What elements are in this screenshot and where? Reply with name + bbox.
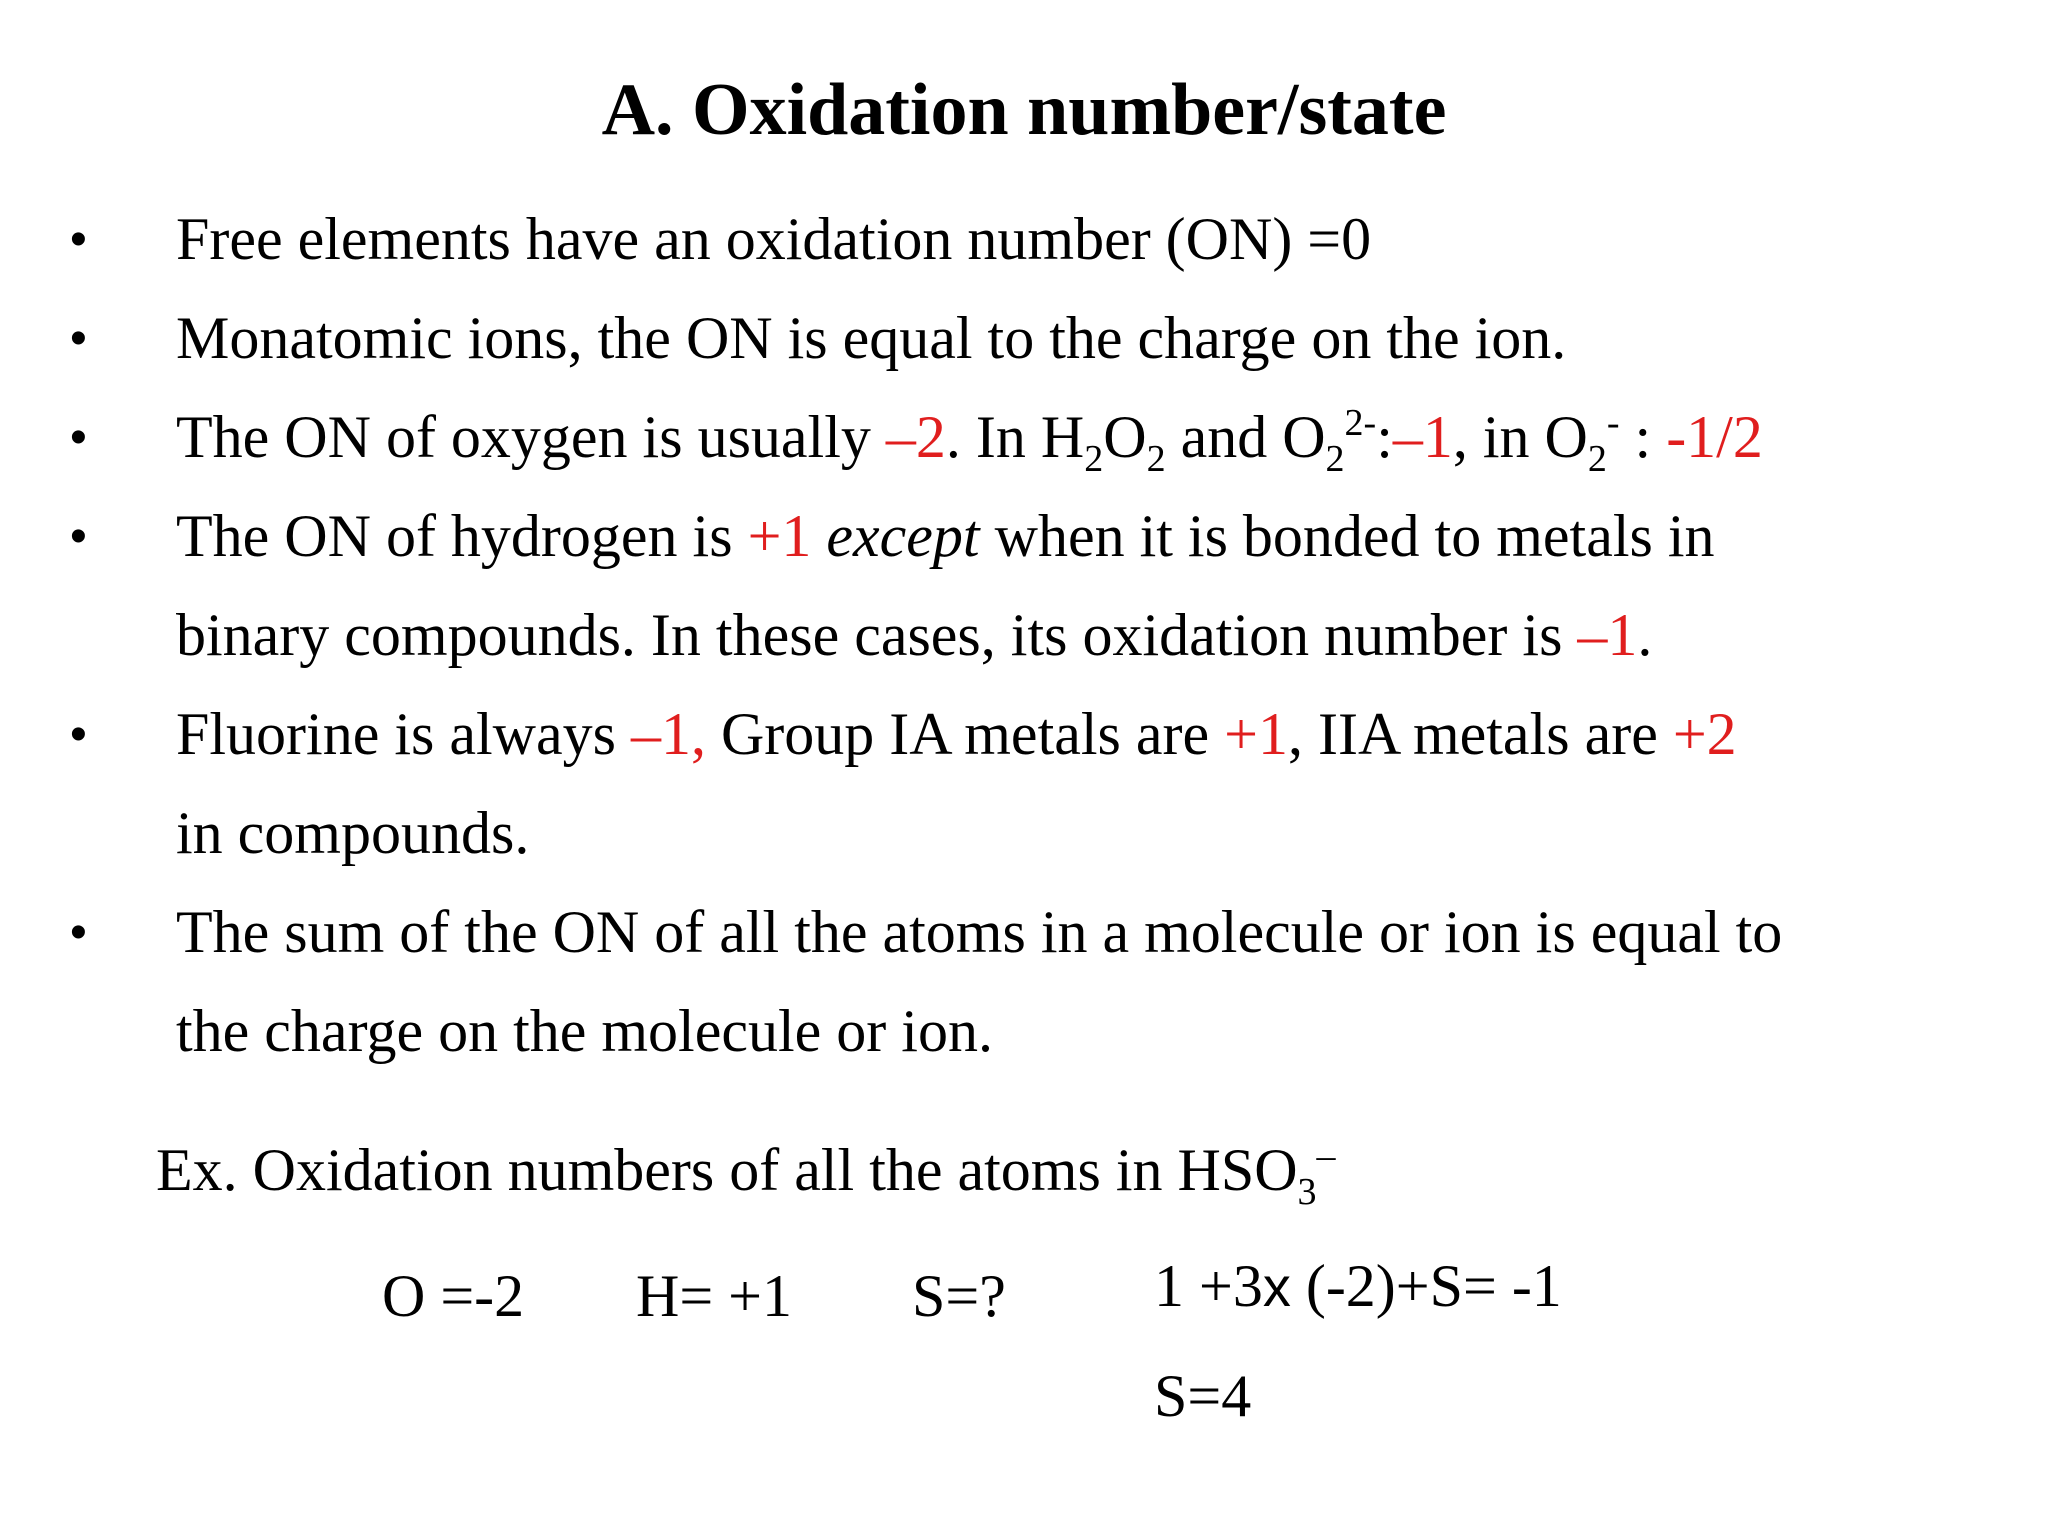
bullet-item	[0, 685, 2048, 883]
oxygen-value: O =-2	[382, 1263, 525, 1329]
oxidation-value: +2	[1672, 701, 1737, 767]
equation: 1 +3x (-2)+S= -1	[1154, 1253, 1562, 1319]
bullet-item	[0, 289, 2048, 388]
oxidation-value: -1/2	[1666, 404, 1763, 470]
oxidation-value: +1	[1224, 701, 1288, 767]
bullet-dot-icon: •	[70, 411, 87, 464]
bullet-text-continuation: in compounds.	[176, 800, 530, 866]
example-heading: Ex. Oxidation numbers of all the atoms in $HSO_3^-$	[156, 1135, 1336, 1213]
bullet-text: Fluorine is always –1, Group IA metals are +1, IIA metals are +2	[176, 701, 1737, 767]
bullet-list	[0, 190, 2048, 1081]
bullet-text: The ON of oxygen is usually –2. In $H_2O_2$ and $O_2^{2-}:-1$, in $O_2^-$ : -1/2	[176, 402, 1763, 480]
bullet-item	[0, 487, 2048, 685]
emphasis-text: except	[826, 503, 980, 569]
equation-result: S=4	[1154, 1363, 1252, 1429]
bullet-dot-icon: •	[70, 312, 87, 365]
multiply-symbol: x	[1262, 1255, 1291, 1318]
bullet-item	[0, 883, 2048, 1081]
bullet-item	[0, 388, 2048, 487]
oxidation-value: +1	[747, 503, 812, 569]
oxidation-value: –2	[885, 404, 946, 470]
bullet-dot-icon: •	[70, 708, 87, 761]
bullet-text: Free elements have an oxidation number (ON) =0	[176, 206, 1372, 272]
bullet-dot-icon: •	[70, 213, 87, 266]
sulfur-unknown: S=?	[912, 1263, 1006, 1329]
oxidation-value: –1,	[630, 701, 706, 767]
bullet-text-continuation: the charge on the molecule or ion.	[176, 998, 993, 1064]
bullet-dot-icon: •	[70, 510, 87, 563]
bullet-text-continuation: binary compounds. In these cases, its oxidation number is –1.	[176, 602, 1653, 668]
bullet-dot-icon: •	[70, 906, 87, 959]
bullet-text: The sum of the ON of all the atoms in a molecule or ion is equal to	[176, 899, 1783, 965]
oxidation-value: –1	[1392, 404, 1453, 470]
slide-title: A. Oxidation number/state	[601, 69, 1447, 151]
bullet-text: The ON of hydrogen is +1 except when it is bonded to metals in	[176, 503, 1715, 569]
bullet-text: Monatomic ions, the ON is equal to the charge on the ion.	[176, 305, 1567, 371]
bullet-item	[0, 190, 2048, 289]
oxidation-value: –1	[1577, 602, 1638, 668]
hydrogen-value: H= +1	[636, 1263, 793, 1329]
